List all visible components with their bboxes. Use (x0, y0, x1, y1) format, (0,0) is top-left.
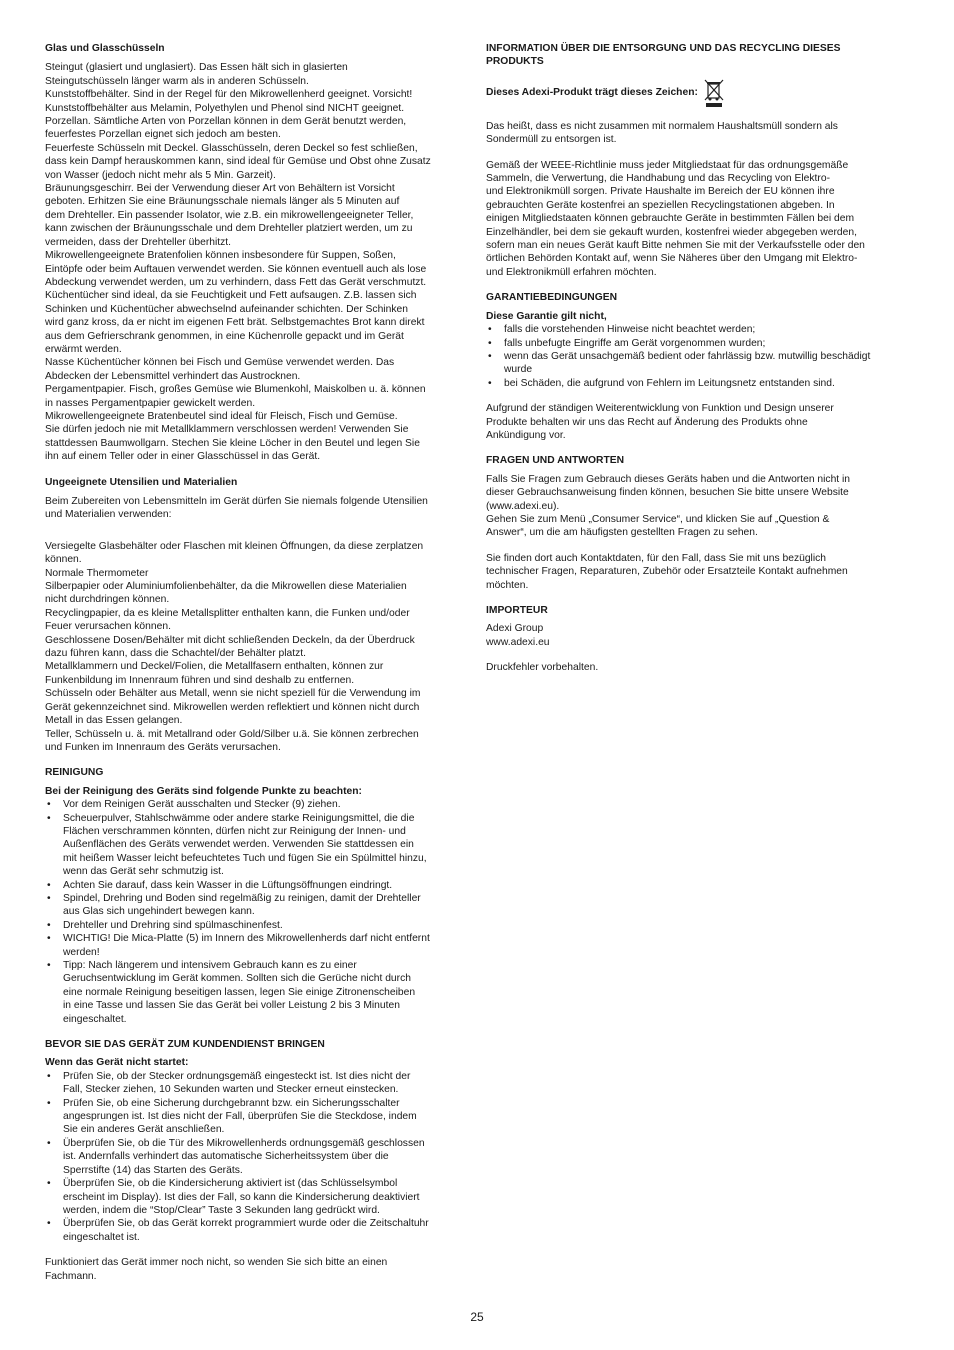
text-line: eingeschaltet ist. (63, 1231, 140, 1243)
text-line: Nasse Küchentücher können bei Fisch und Gemüse verwendet werden. Das (45, 357, 395, 369)
text-line: ihn auf einem Teller oder in einer Glasschüssel in das Gerät. (45, 451, 321, 463)
text-line: Beim Zubereiten von Lebensmitteln im Gerät dürfen Sie niemals folgende Utensilien (45, 496, 428, 507)
list-item (486, 350, 911, 377)
text-line: in nasses Pergamentpapier gewickelt werden. (45, 397, 256, 409)
kundendienst-footer (45, 1256, 470, 1283)
text-line: örtlichen Behörden Kontakt auf, wenn Sie Näheres über den Umgang mit Elektro- (486, 253, 858, 265)
list-item (45, 1097, 470, 1137)
text-line: • WICHTIG! Die Mica-Platte (5) im Innern des Mikrowellenherds darf nicht entfernt (63, 933, 430, 945)
list-item (486, 377, 911, 390)
right-column (486, 42, 911, 675)
text-line: • Überprüfen Sie, ob die Kindersicherung aktiviert ist (das Schlüsselsymbol (63, 1178, 398, 1190)
text-line: aus Glas sich ungehindert bewegen kann. (63, 906, 255, 918)
text-line: angesprungen ist. Ist dies nicht der Fall, überprüfen Sie die Steckdose, indem (63, 1111, 417, 1123)
importeur-text (486, 622, 911, 649)
weee-line (486, 78, 911, 108)
text-line: PRODUKTS (486, 56, 544, 68)
text-line: • Achten Sie darauf, dass kein Wasser in die Lüftungsöffnungen eindringt. (63, 879, 393, 891)
text-line: Kunststoffbehälter. Sind in der Regel für den Mikrowellenherd geeignet. Vorsicht! (45, 89, 413, 101)
text-line: • Prüfen Sie, ob der Stecker ordnungsgemäß eingesteckt ist. Ist dies nicht der (63, 1070, 411, 1082)
text-line: und Materialien verwenden: (45, 509, 172, 521)
text-line: in eine Tasse und lassen Sie das Gerät bei voller Leistung 2 bis 3 Minuten (63, 1000, 400, 1012)
text-line: Sie ein anderes Gerät anschließen. (63, 1124, 225, 1136)
text-line: Sperrstifte (14) das Starten des Geräts. (63, 1164, 243, 1176)
text-line: Teller, Schüsseln u. ä. mit Metallrand oder Gold/Silber u.ä. Sie können zerbrechen (45, 728, 419, 740)
text-line: Feuer verursachen können. (45, 621, 171, 633)
garantie-subheading: Diese Garantie gilt nicht, (486, 310, 607, 322)
text-line: Kunststoffbehälter aus Melamin, Polyethylen und Phenol sind NICHT geeignet. (45, 102, 405, 114)
text-line: erscheint im Display). Ist dies der Fall, so kann die Kindersicherung deaktiviert (63, 1191, 420, 1203)
text-line: Feuerfeste Schüsseln mit Deckel. Glasschüsseln, deren Deckel so fest schließen, (45, 142, 418, 154)
text-line: Normale Thermometer (45, 567, 149, 579)
garantie-heading: GARANTIEBEDINGUNGEN (486, 292, 618, 304)
text-line: Answer“, um die am häufigsten gestellten Fragen zu sehen. (486, 527, 758, 539)
text-line: Versiegelte Glasbehälter oder Flaschen mit kleinen Öffnungen, da diese zerplatzen (45, 540, 424, 552)
text-line: Flächen verschrammen könnten, dürfen nicht zur Reinigung der Innen- und (63, 825, 406, 837)
text-line: Mikrowellengeeignete Bratenbeutel sind ideal für Fleisch, Fisch und Gemüse. (45, 410, 398, 422)
text-line: wurde (504, 364, 533, 376)
text-line: gebrauchten Geräte kostenfrei an speziellen Recyclingstationen abgeben. In (486, 199, 835, 211)
garantie-list (486, 323, 911, 390)
text-line: Abdeckung verwendet werden, um zu verhindern, dass Fett das Gerät verschmutzt. (45, 276, 427, 288)
text-line: dass kein Dampf herauskommen kann, sind ideal für Gemüse und Obst ohne Zusatz (45, 156, 431, 168)
text-line: Bräunungsgeschirr. Bei der Verwendung dieser Art von Behältern ist Vorsicht (45, 183, 395, 195)
text-line: geboten. Erhitzen Sie eine Bräunungsschale niemals länger als 5 Minuten auf (45, 196, 400, 208)
text-line: aus dem Gefrierschrank genommen, in eine Küchenrolle gepackt und im Gerät (45, 330, 404, 342)
text-line: Gerät gekennzeichnet sind. Mikrowellen werden reflektiert und können nicht durch (45, 701, 420, 713)
text-line: nicht durchdringen können. (45, 594, 170, 606)
text-line: Steingut (glasiert und unglasiert). Das Essen hält sich in glasierten (45, 62, 348, 74)
fragen-heading: FRAGEN UND ANTWORTEN (486, 455, 625, 467)
text-line: Schinken und Küchentücher abwechselnd aufeinander schichten. Der Schinken (45, 303, 408, 315)
text-line: eine normale Reinigung beseitigen lassen, legen Sie einige Zitronenscheiben (63, 986, 416, 998)
text-line: INFORMATION ÜBER DIE ENTSORGUNG UND DAS RECYCLING DIESES (486, 43, 841, 54)
text-line: Sondermüll zu entsorgen ist. (486, 134, 617, 146)
entsorgung-p1 (486, 120, 911, 147)
text-line: Funktioniert das Gerät immer noch nicht, so wenden Sie sich bitte an einen (45, 1257, 388, 1269)
text-line: Sammeln, die Verwertung, die Handhabung und das Recycling von Elektro- (486, 173, 831, 185)
reinigung-list (45, 798, 470, 1026)
list-item (486, 323, 911, 336)
entsorgung-heading (486, 42, 911, 69)
list-item (45, 1217, 470, 1244)
kundendienst-heading: BEVOR SIE DAS GERÄT ZUM KUNDENDIENST BRINGEN (45, 1039, 325, 1051)
text-line: Einzelhändler, bei dem sie gekauft wurden, kostenfrei wieder abgegeben werden, (486, 226, 857, 238)
kundendienst-subheading: Wenn das Gerät nicht startet: (45, 1057, 189, 1069)
text-line: Das heißt, dass es nicht zusammen mit normalem Haushaltsmüll sondern als (486, 120, 838, 132)
list-item (45, 1137, 470, 1177)
text-line: und Funken im Innenraum des Geräts verursachen. (45, 741, 281, 753)
left-column (45, 42, 470, 1283)
text-line: Metallklammern und Deckel/Folien, die Metallfasern enthalten, können zur (45, 661, 384, 673)
list-item (45, 812, 470, 879)
text-line: • Vor dem Reinigen Gerät ausschalten und Stecker (9) ziehen. (63, 799, 341, 811)
list-item (45, 919, 470, 932)
text-line: möchten. (486, 579, 529, 591)
text-line: vermeiden, dass der Drehteller überhitzt. (45, 236, 232, 248)
fragen-p2 (486, 552, 911, 592)
fragen-p1 (486, 473, 911, 540)
text-line: stattdessen Baumwollgarn. Stechen Sie kleine Löcher in den Beutel und legen Sie (45, 437, 420, 449)
entsorgung-p2 (486, 159, 911, 280)
text-line: Gemäß der WEEE-Richtlinie muss jeder Mitgliedstaat für das ordnungsgemäße (486, 159, 849, 171)
text-line: • bei Schäden, die aufgrund von Fehlern im Leitungsnetz entstanden sind. (504, 377, 835, 389)
text-line: dem Drehteller. Ein passender Isolator, wie z.B. ein mikrowellengeeigneter Teller, (45, 209, 414, 221)
text-line: Sie finden dort auch Kontaktdaten, für den Fall, dass Sie mit uns bezüglich (486, 552, 826, 564)
text-line: • Drehteller und Drehring sind spülmaschinenfest. (63, 919, 283, 931)
text-line: Eintöpfe oder beim Auftauen verwendet werden. Sie können eventuell auch als lose (45, 263, 427, 275)
text-line: Porzellan. Sämtliche Arten von Porzellan können in dem Gerät benutzt werden, (45, 116, 407, 128)
text-line: Metall in das Essen gelangen. (45, 715, 183, 727)
list-item (45, 892, 470, 919)
importeur-heading: IMPORTEUR (486, 605, 548, 616)
text-line: Schüsseln oder Behälter aus Metall, wenn sie nicht speziell für die Verwendung im (45, 688, 421, 700)
text-line: erwärmt werden. (45, 343, 122, 355)
text-line: können. (45, 554, 82, 566)
text-line: Produkte behalten wir uns das Recht auf Änderung des Produkts ohne (486, 416, 808, 428)
text-line: sofern man ein neues Gerät kauft Bitte nehmen Sie mit der Verkaufsstelle oder den (486, 240, 865, 252)
text-line: Geschlossene Dosen/Behälter mit dicht schließenden Deckeln, da der Überdruck (45, 634, 415, 646)
text-line: • wenn das Gerät unsachgemäß bedient oder fahrlässig bzw. mutwillig beschädigt (504, 350, 871, 362)
text-line: technischer Fragen, Reparaturen, Zubehör oder Ersatzteile Kontakt aufnehmen (486, 566, 848, 578)
crossed-out-wheelie-bin-icon (704, 78, 724, 108)
weee-label: Dieses Adexi-Produkt trägt dieses Zeichen: (486, 87, 698, 99)
text-line: Fachmann. (45, 1270, 97, 1282)
text-line: • Spindel, Drehring und Boden sind regelmäßig zu reinigen, damit der Drehteller (63, 892, 421, 904)
text-line: von Wasser (jedoch nicht mehr als 5 Min. Garzeit). (45, 169, 276, 181)
text-line: Aufgrund der ständigen Weiterentwicklung von Funktion und Design unserer (486, 403, 834, 415)
text-line: eingeschaltet. (63, 1013, 127, 1025)
glas-text (45, 61, 470, 463)
text-line: kann zwischen der Bräunungsschale und dem Drehteller platziert werden, um zu (45, 223, 413, 235)
text-line: www.adexi.eu (486, 636, 550, 648)
text-line: feuerfestes Porzellan eignet sich jedoch am besten. (45, 129, 281, 141)
text-line: Recyclingpapier, da es kleine Metallsplitter enthalten kann, die Funken und/oder (45, 607, 410, 619)
text-line: Gehen Sie zum Menü „Consumer Service“, und klicken Sie auf „Question & (486, 513, 830, 525)
text-line: einigen Mitgliedstaaten können gebrauchte Geräte in bestimmten Fällen bei dem (486, 213, 855, 225)
text-line: Sie dürfen jedoch nie mit Metallklammern verschlossen werden! Verwenden Sie (45, 424, 409, 436)
list-item (45, 1070, 470, 1097)
text-line: Abdecken der Lebensmittel verhindert das Austrocknen. (45, 370, 301, 382)
text-line: • Scheuerpulver, Stahlschwämme oder andere starke Reinigungsmittel, die die (63, 812, 415, 824)
list-item (45, 959, 470, 1026)
text-line: und Elektronikmüll erfahren möchten. (486, 266, 657, 278)
text-line: wenn das Gerät sehr schmutzig ist. (63, 866, 224, 878)
text-line: • Tipp: Nach längerem und intensivem Gebrauch kann es zu einer (63, 960, 357, 971)
text-line: mit heißem Wasser leicht befeuchtetes Tuch und fügen Sie ein Spülmittel hinzu, (63, 852, 427, 864)
list-item (45, 1177, 470, 1217)
text-line: Mikrowellengeeignete Bratenfolien können insbesondere für Suppen, Soßen, (45, 250, 396, 262)
utensil-intro (45, 495, 470, 522)
text-line: • Überprüfen Sie, ob das Gerät korrekt programmiert wurde oder die Zeitschaltuhr (63, 1218, 429, 1230)
list-item (45, 798, 470, 811)
text-line: • falls die vorstehenden Hinweise nicht beachtet werden; (504, 324, 756, 336)
text-line: • Überprüfen Sie, ob die Tür des Mikrowellenherds ordnungsgemäß geschlossen (63, 1137, 425, 1149)
text-line: Fall, Stecker ziehen, 10 Sekunden warten und Stecker erneut einstecken. (63, 1084, 399, 1096)
text-line: werden! (63, 946, 100, 958)
garantie-text (486, 402, 911, 442)
kundendienst-list (45, 1070, 470, 1244)
druckfehler-note: Druckfehler vorbehalten. (486, 662, 599, 674)
glas-title: Glas und Glasschüsseln (45, 43, 165, 54)
list-item (45, 932, 470, 959)
text-line: (www.adexi.eu). (486, 500, 560, 512)
text-line: Ankündigung vor. (486, 429, 566, 441)
text-line: Silberpapier oder Aluminiumfolienbehälter, da die Mikrowellen diese Materialien (45, 581, 407, 593)
reinigung-subheading: Bei der Reinigung des Geräts sind folgende Punkte zu beachten: (45, 785, 362, 797)
text-line: ist. Andernfalls verhindert das automatische Sicherheitssystem über die (63, 1151, 389, 1163)
text-line: Steingutschüsseln länger warm als in anderen Schüsseln. (45, 75, 309, 87)
utensil-title: Ungeeignete Utensilien und Materialien (45, 476, 238, 488)
list-item (45, 879, 470, 892)
text-line: und Elektronikmüll sorgen. Private Haushalte im Bereich der EU können ihre (486, 186, 835, 198)
text-line: • Prüfen Sie, ob eine Sicherung durchgebrannt bzw. ein Sicherungsschalter (63, 1097, 400, 1109)
text-line: werden, indem die “Stop/Clear” Taste 3 Sekunden lang gedrückt wird. (63, 1204, 380, 1216)
text-line: Adexi Group (486, 623, 544, 635)
page-number: 25 (470, 1310, 484, 1324)
text-line: • falls unbefugte Eingriffe am Gerät vorgenommen wurden; (504, 337, 766, 349)
text-line: Geruchsentwicklung im Gerät kommen. Sollten sich die Gerüche nicht durch (63, 973, 411, 985)
reinigung-heading: REINIGUNG (45, 767, 104, 779)
text-line: dazu führen kann, dass die Schachtel/der Behälter platzt. (45, 648, 307, 660)
text-line: dieser Gebrauchsanweisung finden können, besuchen Sie bitte unsere Website (486, 487, 849, 499)
text-line: Falls Sie Fragen zum Gebrauch dieses Geräts haben und die Antworten nicht in (486, 473, 851, 485)
text-line: Außenflächen des Geräts verwendet werden. Verwenden Sie stattdessen ein (63, 839, 414, 851)
text-line: Funkenbildung im Innenraum führen und sind deshalb zu entfernen. (45, 674, 355, 686)
text-line: wird ganz kross, da er nicht im eigenen Fett brät. Selbstgemachtes Brot kann direkt (45, 317, 425, 329)
text-line: Pergamentpapier. Fisch, großes Gemüse wie Blumenkohl, Maiskolben u. ä. können (45, 384, 426, 396)
text-line: Küchentücher sind ideal, da sie Feuchtigkeit und Fett aufsaugen. Z.B. lassen sich (45, 290, 417, 302)
utensil-list (45, 540, 470, 755)
list-item (486, 337, 911, 350)
